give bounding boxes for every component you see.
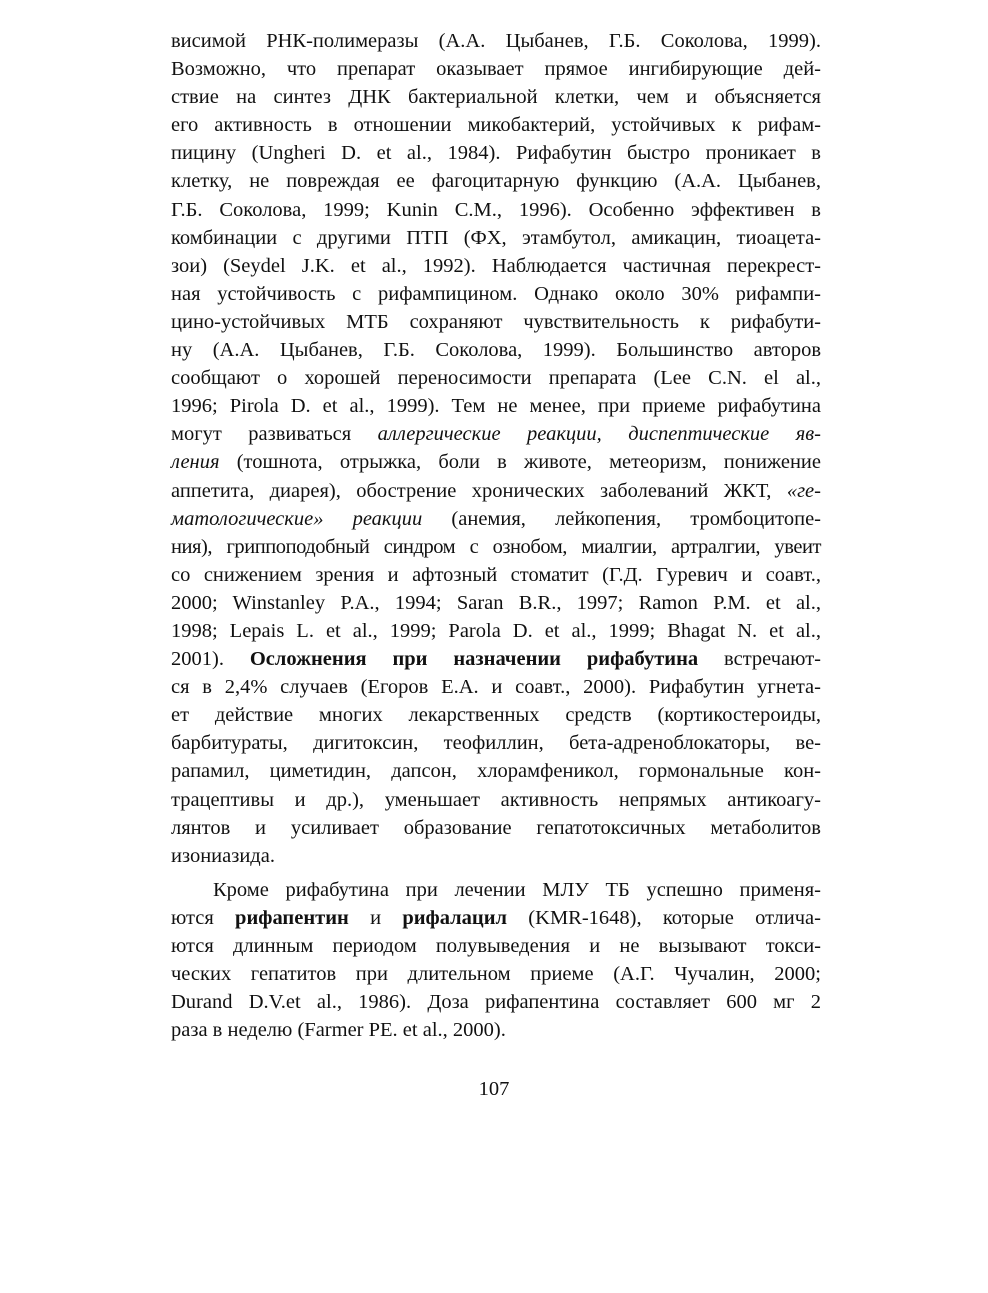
text-run: (тошнота, отрыжка, боли в животе, метеоризм, понижение bbox=[219, 451, 821, 474]
page-number: 107 bbox=[478, 1078, 510, 1100]
text-run: могут развиваться bbox=[171, 423, 378, 446]
italic-term: «ге- bbox=[786, 479, 821, 502]
text-run: и bbox=[348, 906, 403, 929]
text-line: висимой РНК-полимеразы (А.А. Цыбанев, Г.Б. Соколова, 1999). bbox=[171, 30, 821, 52]
text-line bbox=[171, 420, 821, 448]
text-line bbox=[171, 477, 821, 505]
text-line: зои) (Seydel J.K. et al., 1992). Наблюдается частичная перекрест- bbox=[171, 254, 821, 277]
text-line bbox=[171, 448, 821, 476]
text-line: его активность в отношении микобактерий, устойчивых к рифам- bbox=[171, 114, 821, 137]
text-run: встречают- bbox=[698, 648, 822, 671]
text-run: аппетита, диарея), обострение хронических заболеваний ЖКТ, bbox=[171, 479, 787, 502]
text-run: (KMR-1648), которые отлича- bbox=[507, 906, 821, 929]
bold-term: рифалацил bbox=[402, 906, 508, 929]
text-line: ются длинным периодом полувыведения и не вызывают токси- bbox=[171, 935, 821, 957]
text-line: ся в 2,4% случаев (Егоров Е.А. и соавт., 2000). Рифабутин угнета- bbox=[171, 676, 821, 699]
text-line: Г.Б. Соколова, 1999; Kunin C.M., 1996). Особенно эффективен в bbox=[171, 198, 821, 221]
text-run: ются bbox=[171, 906, 236, 929]
text-line: ная устойчивость с рифампицином. Однако около 30% рифампи- bbox=[171, 282, 821, 305]
italic-term: матологические» реакции bbox=[171, 507, 423, 530]
text-line: ет действие многих лекарственных средств (кортикостероиды, bbox=[171, 704, 821, 727]
text-line: клетку, не повреждая ее фагоцитарную функцию (А.А. Цыбанев, bbox=[171, 170, 821, 193]
text-line: Возможно, что препарат оказывает прямое ингибирующие дей- bbox=[171, 58, 821, 81]
text-line bbox=[171, 505, 821, 533]
text-line: со снижением зрения и афтозный стоматит (Г.Д. Гуревич и соавт., bbox=[171, 563, 821, 586]
text-line: барбитураты, дигитоксин, теофиллин, бета-адреноблокаторы, ве- bbox=[171, 732, 821, 755]
text-run: (анемия, лейкопения, тромбоцитопе- bbox=[422, 507, 821, 530]
text-line: цино-устойчивых МТБ сохраняют чувствительность к рифабути- bbox=[171, 310, 821, 333]
italic-term: аллергические реакции, диспептические яв- bbox=[377, 423, 821, 446]
text-line: лянтов и усиливает образование гепатотоксичных метаболитов bbox=[171, 816, 821, 839]
text-line: раза в неделю (Farmer PE. et al., 2000). bbox=[171, 1019, 506, 1042]
text-line: изониазида. bbox=[171, 844, 275, 867]
text-line: рапамил, циметидин, дапсон, хлорамфеникол, гормональные кон- bbox=[171, 760, 821, 783]
text-run: 2001). bbox=[171, 648, 250, 671]
text-line bbox=[171, 904, 821, 932]
text-line: ну (А.А. Цыбанев, Г.Б. Соколова, 1999). Большинство авторов bbox=[171, 339, 821, 362]
text-line: пицину (Ungheri D. et al., 1984). Рифабутин быстро проникает в bbox=[171, 142, 821, 165]
text-line: ческих гепатитов при длительном приеме (А.Г. Чучалин, 2000; bbox=[171, 963, 821, 986]
text-line: Durand D.V.et al., 1986). Доза рифапентина составляет 600 мг 2 bbox=[171, 991, 821, 1014]
text-line: 1998; Lepais L. et al., 1999; Parola D. et al., 1999; Bhagat N. et al., bbox=[171, 619, 821, 642]
text-line: ствие на синтез ДНК бактериальной клетки, чем и объясняется bbox=[171, 86, 821, 109]
body-text bbox=[171, 27, 821, 1044]
text-line: Кроме рифабутина при лечении МЛУ ТБ успешно применя- bbox=[213, 878, 821, 901]
paragraph-2 bbox=[171, 876, 821, 1045]
italic-term: ления bbox=[171, 451, 220, 474]
text-line: сообщают о хорошей переносимости препарата (Lee C.N. el al., bbox=[171, 367, 821, 390]
text-line: трацептивы и др.), уменьшает активность непрямых антикоагу- bbox=[171, 788, 821, 811]
text-line: комбинации с другими ПТП (ФХ, этамбутол, амикацин, тиоацета- bbox=[171, 226, 821, 249]
text-line bbox=[171, 645, 821, 673]
text-line: ния), гриппоподобный синдром с ознобом, миалгии, артралгии, увеит bbox=[171, 535, 821, 558]
paragraph-1 bbox=[171, 27, 821, 870]
text-line: 2000; Winstanley P.A., 1994; Saran B.R., 1997; Ramon P.M. et al., bbox=[171, 591, 821, 614]
bold-term: рифапентин bbox=[235, 906, 349, 929]
bold-term: Осложнения при назначении рифабутина bbox=[249, 648, 699, 671]
text-line: 1996; Pirola D. et al., 1999). Тем не менее, при приеме рифабутина bbox=[171, 395, 821, 418]
